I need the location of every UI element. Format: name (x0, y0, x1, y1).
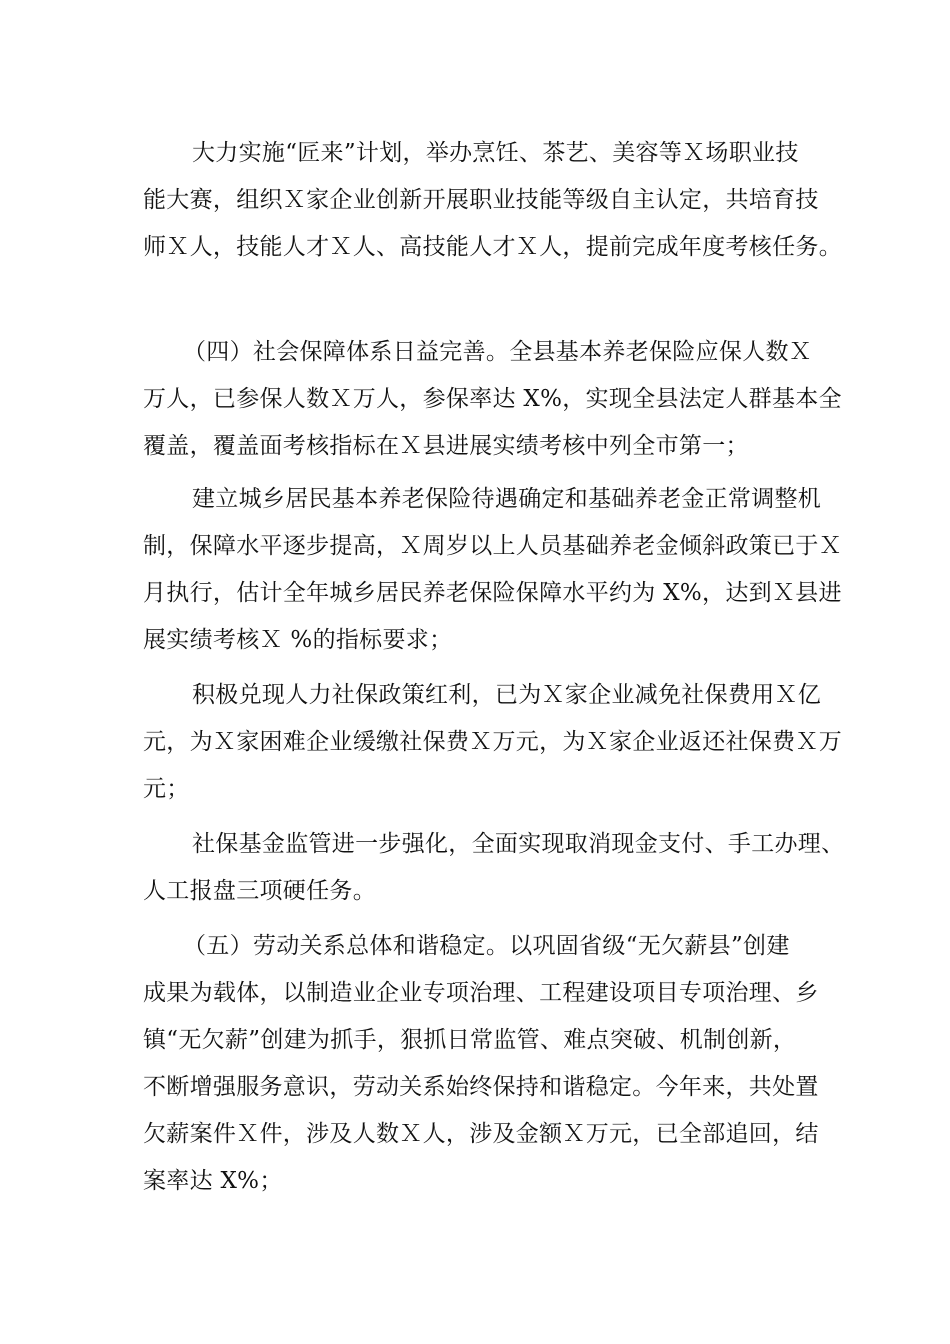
text-line: （五）劳动关系总体和谐稳定。以巩固省级“无欠薪县”创建 (183, 933, 790, 959)
text-line: 成果为载体，以制造业企业专项治理、工程建设项目专项治理、乡 (143, 980, 819, 1006)
text-line: 欠薪案件Ｘ件，涉及人数Ｘ人，涉及金额Ｘ万元，已全部追回，结 (143, 1121, 819, 1147)
text-line: 人工报盘三项硬任务。 (143, 878, 376, 904)
text-line: 大力实施“匠来”计划，举办烹饪、茶艺、美容等Ｘ场职业技 (192, 140, 799, 166)
text-line: 覆盖，覆盖面考核指标在Ｘ县进展实绩考核中列全市第一； (143, 433, 749, 459)
text-line: 建立城乡居民基本养老保险待遇确定和基础养老金正常调整机 (192, 486, 822, 512)
text-line: 月执行，估计全年城乡居民养老保险保障水平约为 X%，达到Ｘ县进 (143, 580, 842, 606)
text-line: 元； (143, 776, 190, 802)
text-line: 社保基金监管进一步强化，全面实现取消现金支付、手工办理、 (192, 831, 845, 857)
text-line: 不断增强服务意识，劳动关系始终保持和谐稳定。今年来，共处置 (143, 1074, 819, 1100)
text-line: （四）社会保障体系日益完善。全县基本养老保险应保人数Ｘ (183, 339, 813, 365)
text-line: 制，保障水平逐步提高，Ｘ周岁以上人员基础养老金倾斜政策已于Ｘ (143, 533, 842, 559)
text-line: 能大赛，组织Ｘ家企业创新开展职业技能等级自主认定，共培育技 (143, 187, 819, 213)
text-line: 师Ｘ人，技能人才Ｘ人、高技能人才Ｘ人，提前完成年度考核任务。 (143, 234, 842, 260)
text-line: 案率达 X%； (143, 1168, 283, 1194)
text-line: 万人，已参保人数Ｘ万人，参保率达 X%，实现全县法定人群基本全 (143, 386, 842, 412)
text-line: 镇“无欠薪”创建为抓手，狠抓日常监管、难点突破、机制创新， (143, 1027, 797, 1053)
text-line: 元，为Ｘ家困难企业缓缴社保费Ｘ万元，为Ｘ家企业返还社保费Ｘ万 (143, 729, 842, 755)
text-line: 积极兑现人力社保政策红利，已为Ｘ家企业减免社保费用Ｘ亿 (192, 682, 822, 708)
text-line: 展实绩考核Ｘ %的指标要求； (143, 627, 453, 653)
